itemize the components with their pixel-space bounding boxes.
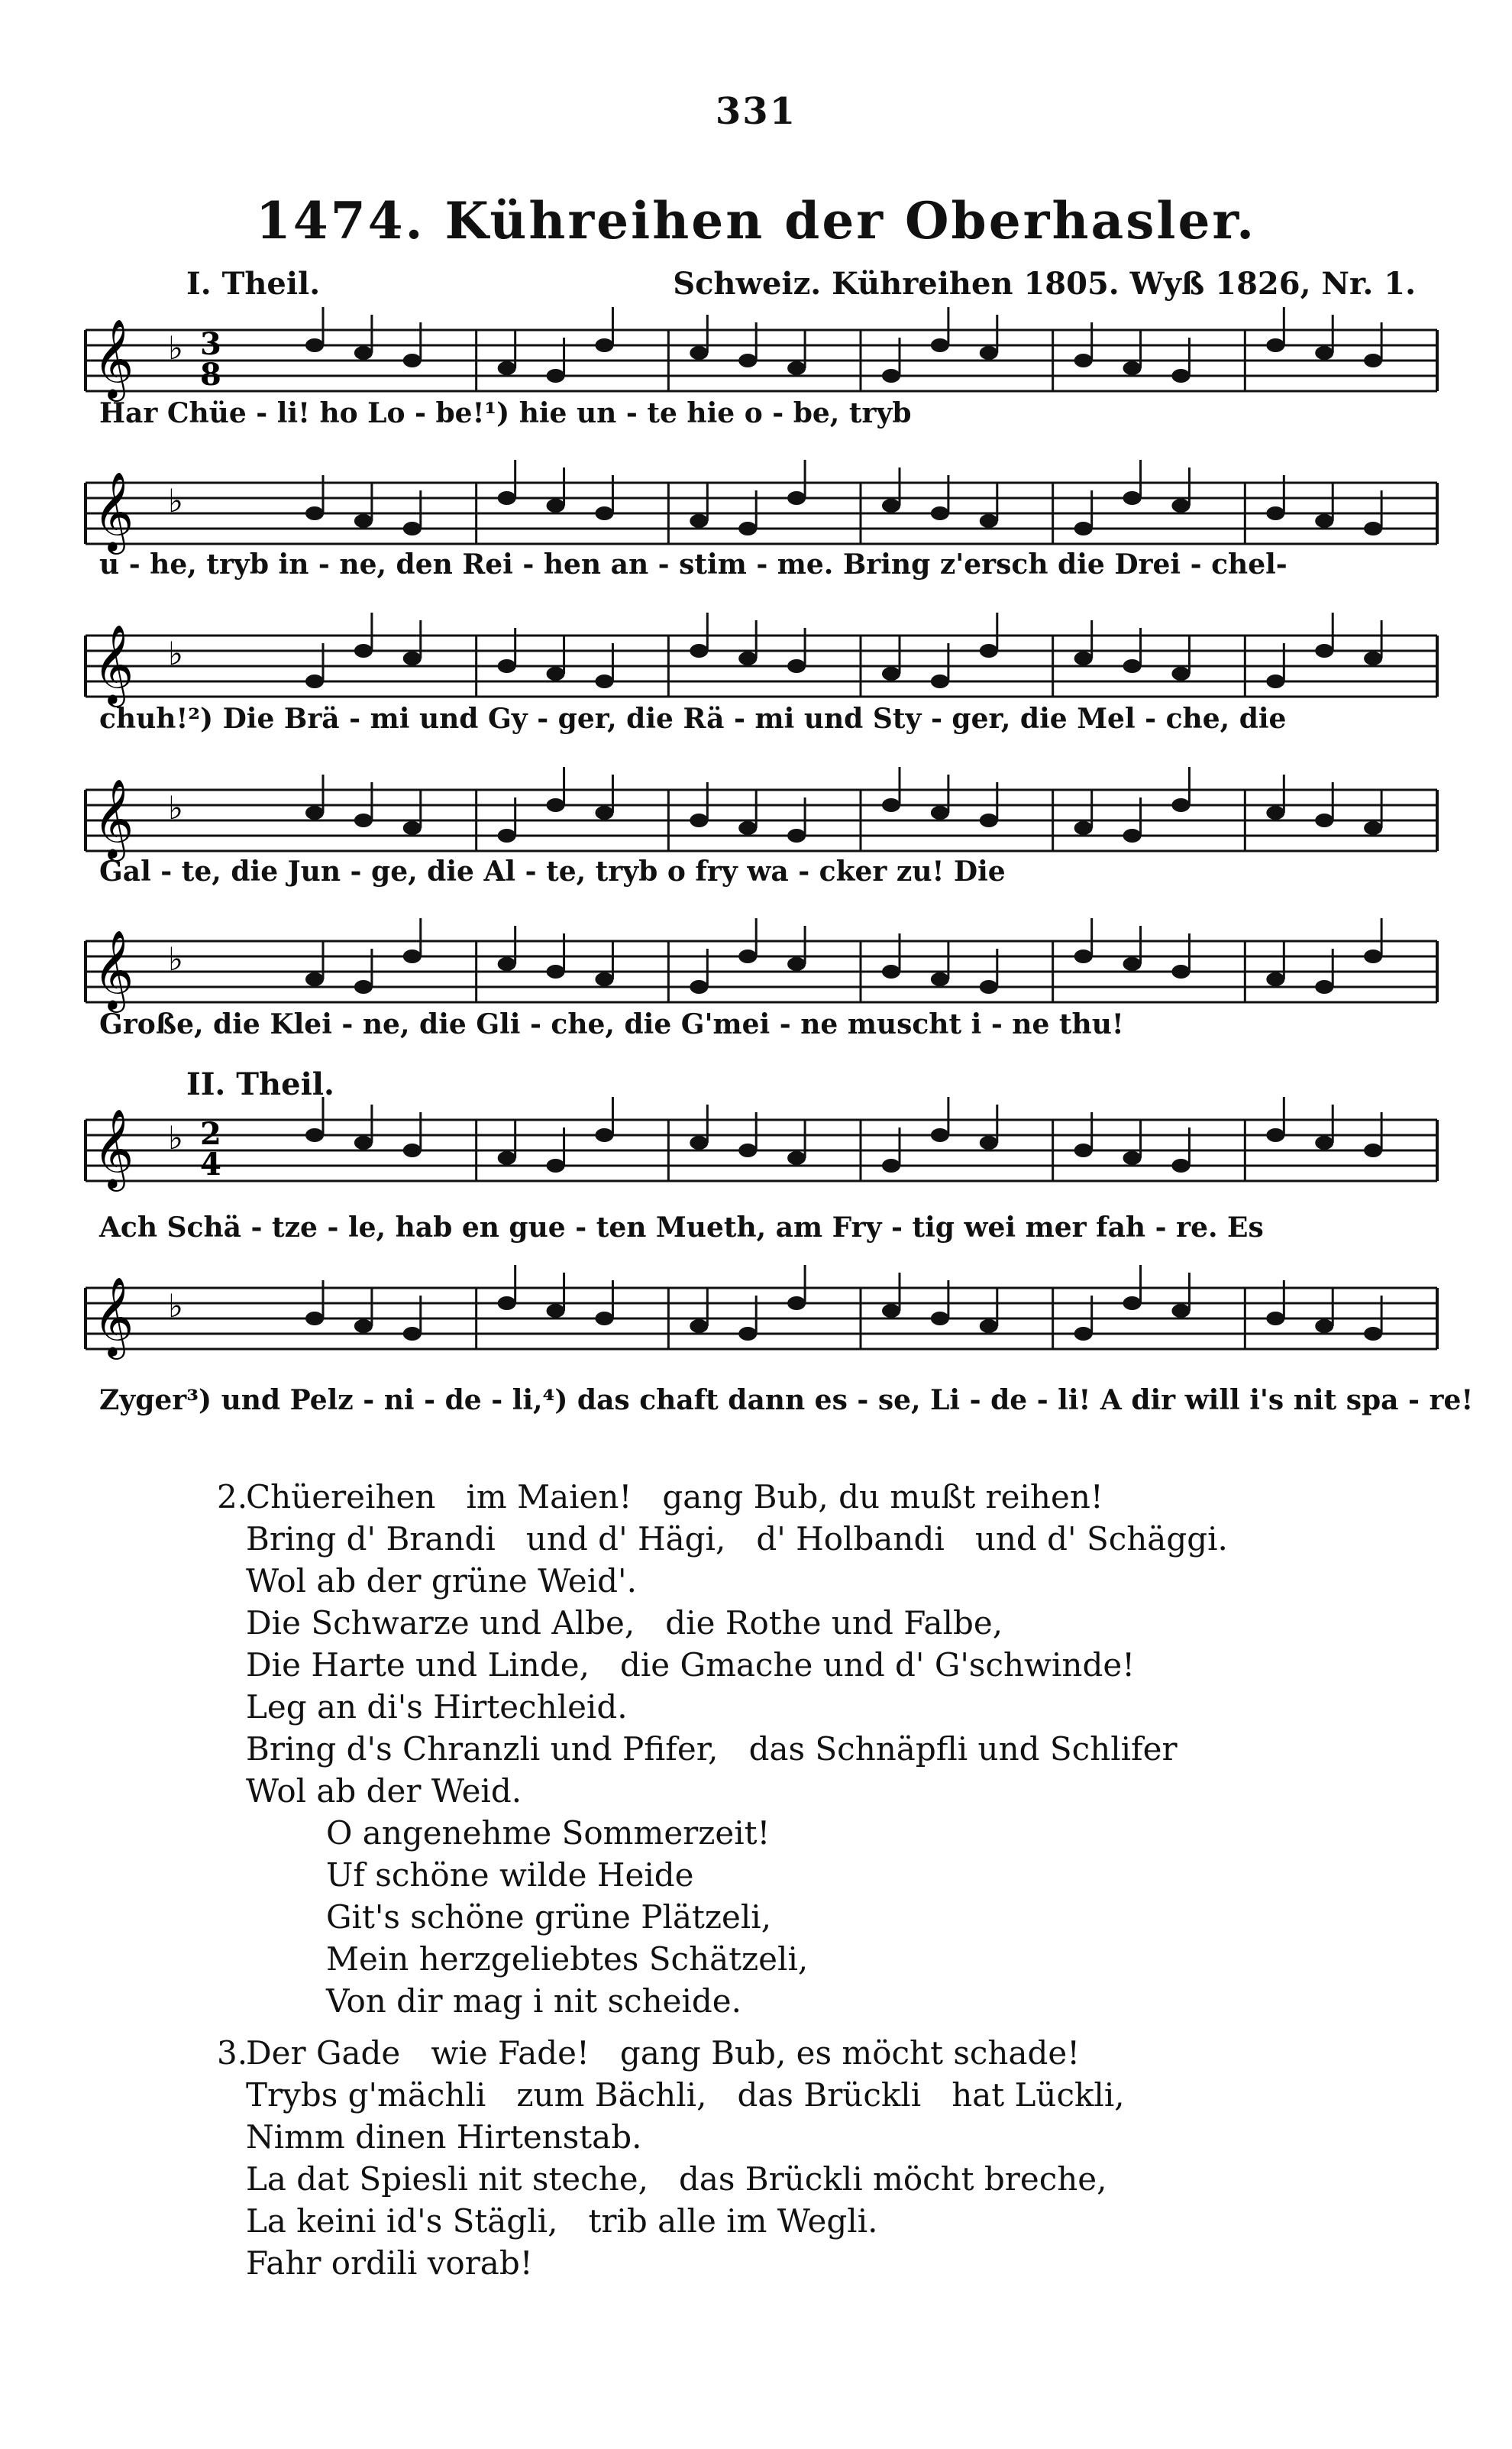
note-head (1171, 965, 1190, 979)
note-head (787, 1296, 806, 1310)
stanza-line: La keini id's Stägli, trib alle im Wegli. (246, 2202, 878, 2240)
time-signature-numerator: 2 (200, 1116, 221, 1152)
stanza-line: Bring d's Chranzli und Pfifer, das Schnäpfli und Schlifer (246, 1730, 1178, 1768)
note-head (980, 1136, 998, 1150)
note-head (882, 369, 900, 383)
note-head (1074, 1144, 1093, 1157)
note-head (354, 814, 373, 827)
note-head (1315, 346, 1333, 360)
note-head (547, 667, 565, 681)
stanza-3 (217, 2032, 1125, 2284)
stanza-line: Die Schwarze und Albe, die Rothe und Falbe, (246, 1604, 1003, 1642)
note-head (1123, 1296, 1142, 1310)
lyrics-line-7: Zyger³) und Pelz - ni - de - li,⁴) das chaft dann es - se, Li - de - li! A dir will i's nit spa - re! (99, 1384, 1474, 1416)
flat-icon: ♭ (168, 1119, 183, 1157)
note-head (931, 506, 949, 520)
note-head (1123, 1151, 1142, 1165)
note-head (1266, 972, 1284, 986)
note-head (787, 1151, 806, 1165)
note-head (1266, 1128, 1284, 1142)
note-head (882, 499, 900, 513)
flat-icon: ♭ (168, 940, 183, 978)
stanza-line: Der Gade wie Fade! gang Bub, es möcht schade! (246, 2034, 1081, 2072)
lyrics-line-6: Ach Schä - tze - le, hab en gue - ten Mueth, am Fry - tig wei mer fah - re. Es (99, 1212, 1264, 1244)
stanza-line: Trybs g'mächli zum Bächli, das Brückli hat Lückli, (246, 2076, 1125, 2114)
note-head (882, 1304, 900, 1318)
note-head (498, 361, 516, 375)
note-head (595, 1128, 613, 1142)
note-head (498, 829, 516, 843)
note-head (787, 829, 806, 843)
note-head (354, 980, 373, 994)
note-head (1171, 1304, 1190, 1318)
note-head (547, 499, 565, 513)
note-head (1123, 361, 1142, 375)
note-head (690, 346, 708, 360)
note-head (547, 798, 565, 812)
note-head (305, 1312, 324, 1325)
note-head (403, 522, 422, 535)
note-head (690, 1319, 708, 1333)
note-head (882, 667, 900, 681)
note-head (1171, 798, 1190, 812)
note-head (1266, 1312, 1284, 1325)
note-head (1074, 522, 1093, 535)
note-head (403, 1327, 422, 1341)
note-head (738, 1144, 757, 1157)
refrain-line: Von dir mag i nit scheide. (326, 1982, 742, 2020)
note-head (498, 957, 516, 971)
stanza-line: La dat Spiesli nit steche, das Brückli möcht breche, (246, 2160, 1107, 2198)
note-head (690, 644, 708, 658)
note-head (305, 338, 324, 352)
note-head (1074, 354, 1093, 367)
note-head (354, 514, 373, 528)
note-head (1123, 491, 1142, 505)
note-head (305, 972, 324, 986)
note-head (1171, 667, 1190, 681)
note-head (305, 506, 324, 520)
note-head (354, 1136, 373, 1150)
note-head (1364, 1327, 1382, 1341)
note-head (738, 652, 757, 665)
stanza-line: Fahr ordili vorab! (246, 2244, 533, 2282)
note-head (931, 1312, 949, 1325)
note-head (690, 1136, 708, 1150)
lyrics-line-5: Große, die Klei - ne, die Gli - che, die G'mei - ne muscht i - ne thu! (99, 1008, 1124, 1040)
note-head (595, 338, 613, 352)
note-head (403, 652, 422, 665)
note-head (403, 950, 422, 963)
note-head (931, 806, 949, 820)
note-head (931, 972, 949, 986)
note-head (403, 821, 422, 835)
note-head (1315, 644, 1333, 658)
note-head (1266, 506, 1284, 520)
note-head (980, 980, 998, 994)
note-head (1171, 369, 1190, 383)
note-head (1123, 957, 1142, 971)
note-head (690, 814, 708, 827)
note-head (1074, 950, 1093, 963)
note-head (1266, 338, 1284, 352)
stanza-2 (217, 1476, 1228, 2022)
stanza-line: Wol ab der grüne Weid'. (246, 1562, 637, 1600)
note-head (738, 354, 757, 367)
note-head (305, 1128, 324, 1142)
note-head (1364, 950, 1382, 963)
note-head (1074, 821, 1093, 835)
treble-clef-icon: 𝄞 (93, 930, 134, 1010)
source-reference: Schweiz. Kühreihen 1805. Wyß 1826, Nr. 1. (673, 266, 1416, 302)
note-head (305, 675, 324, 688)
note-head (498, 1151, 516, 1165)
lyrics-line-2: u - he, tryb in - ne, den Rei - hen an - stim - me. Bring z'ersch die Drei - chel- (99, 548, 1287, 581)
stanza-line: Bring d' Brandi und d' Hägi, d' Holbandi und d' Schäggi. (246, 1520, 1228, 1558)
note-head (403, 354, 422, 367)
note-head (595, 972, 613, 986)
note-head (1074, 652, 1093, 665)
note-head (354, 644, 373, 658)
time-signature-denominator: 4 (200, 1147, 221, 1182)
note-head (931, 675, 949, 688)
note-head (1315, 1136, 1333, 1150)
stanza-number: 2. (217, 1478, 248, 1516)
note-head (498, 659, 516, 673)
stanza-line: Nimm dinen Hirtenstab. (246, 2118, 642, 2156)
stanza-line: Die Harte und Linde, die Gmache und d' G'schwinde! (246, 1646, 1136, 1684)
part-one-label: I. Theil. (186, 266, 321, 302)
note-head (787, 957, 806, 971)
note-head (354, 1319, 373, 1333)
note-head (980, 514, 998, 528)
note-head (980, 644, 998, 658)
song-title: 1474. Kühreihen der Oberhasler. (255, 191, 1257, 251)
note-head (354, 346, 373, 360)
note-head (980, 1319, 998, 1333)
note-head (1266, 675, 1284, 688)
note-head (547, 369, 565, 383)
note-head (787, 491, 806, 505)
note-head (1171, 499, 1190, 513)
treble-clef-icon: 𝄞 (93, 1108, 134, 1189)
note-head (980, 346, 998, 360)
flat-icon: ♭ (168, 482, 183, 519)
note-head (547, 1304, 565, 1318)
note-head (595, 675, 613, 688)
note-head (690, 980, 708, 994)
stanza-line: Wol ab der Weid. (246, 1772, 522, 1810)
note-head (1364, 354, 1382, 367)
flat-icon: ♭ (168, 635, 183, 672)
note-head (738, 821, 757, 835)
refrain-line: Git's schöne grüne Plätzeli, (326, 1898, 772, 1936)
time-signature-numerator: 3 (200, 326, 221, 362)
refrain-line: O angenehme Sommerzeit! (326, 1814, 771, 1852)
note-head (1123, 659, 1142, 673)
note-head (690, 514, 708, 528)
note-head (1364, 821, 1382, 835)
note-head (882, 965, 900, 979)
note-head (595, 806, 613, 820)
refrain-line: Uf schöne wilde Heide (326, 1856, 694, 1894)
note-head (931, 338, 949, 352)
flat-icon: ♭ (168, 789, 183, 827)
treble-clef-icon: 𝄞 (93, 319, 134, 399)
note-head (1364, 652, 1382, 665)
note-head (1315, 514, 1333, 528)
stanza-line: Leg an di's Hirtechleid. (246, 1688, 628, 1726)
note-head (498, 1296, 516, 1310)
note-head (595, 1312, 613, 1325)
treble-clef-icon: 𝄞 (93, 624, 134, 704)
note-head (403, 1144, 422, 1157)
time-signature-denominator: 8 (200, 357, 221, 393)
refrain-line: Mein herzgeliebtes Schätzeli, (326, 1940, 809, 1978)
note-head (1123, 829, 1142, 843)
note-head (738, 1327, 757, 1341)
note-head (787, 361, 806, 375)
note-head (980, 814, 998, 827)
stanza-number: 3. (217, 2034, 248, 2072)
part-two-label: II. Theil. (186, 1066, 334, 1102)
note-head (931, 1128, 949, 1142)
treble-clef-icon: 𝄞 (93, 1276, 134, 1357)
note-head (1171, 1159, 1190, 1173)
note-head (1364, 1144, 1382, 1157)
note-head (738, 522, 757, 535)
music-staff-6 (86, 1105, 1437, 1212)
lyrics-line-3: chuh!²) Die Brä - mi und Gy - ger, die Rä - mi und Sty - ger, die Mel - che, die (99, 703, 1287, 735)
note-head (1364, 522, 1382, 535)
treble-clef-icon: 𝄞 (93, 778, 134, 859)
note-head (498, 491, 516, 505)
music-staff-7 (86, 1273, 1437, 1380)
note-head (1315, 980, 1333, 994)
note-head (595, 506, 613, 520)
note-head (1315, 814, 1333, 827)
page-number: 331 (715, 90, 797, 133)
note-head (882, 798, 900, 812)
note-head (787, 659, 806, 673)
lyrics-line-4: Gal - te, die Jun - ge, die Al - te, tryb o fry wa - cker zu! Die (99, 856, 1006, 888)
note-head (1074, 1327, 1093, 1341)
flat-icon: ♭ (168, 329, 183, 367)
flat-icon: ♭ (168, 1287, 183, 1325)
lyrics-line-1: Har Chüe - li! ho Lo - be!¹) hie un - te hie o - be, tryb (99, 397, 912, 429)
note-head (1315, 1319, 1333, 1333)
note-head (305, 806, 324, 820)
note-head (738, 950, 757, 963)
treble-clef-icon: 𝄞 (93, 471, 134, 552)
note-head (882, 1159, 900, 1173)
note-head (547, 965, 565, 979)
stanza-line: Chüereihen im Maien! gang Bub, du mußt reihen! (246, 1478, 1103, 1516)
note-head (1266, 806, 1284, 820)
note-head (547, 1159, 565, 1173)
